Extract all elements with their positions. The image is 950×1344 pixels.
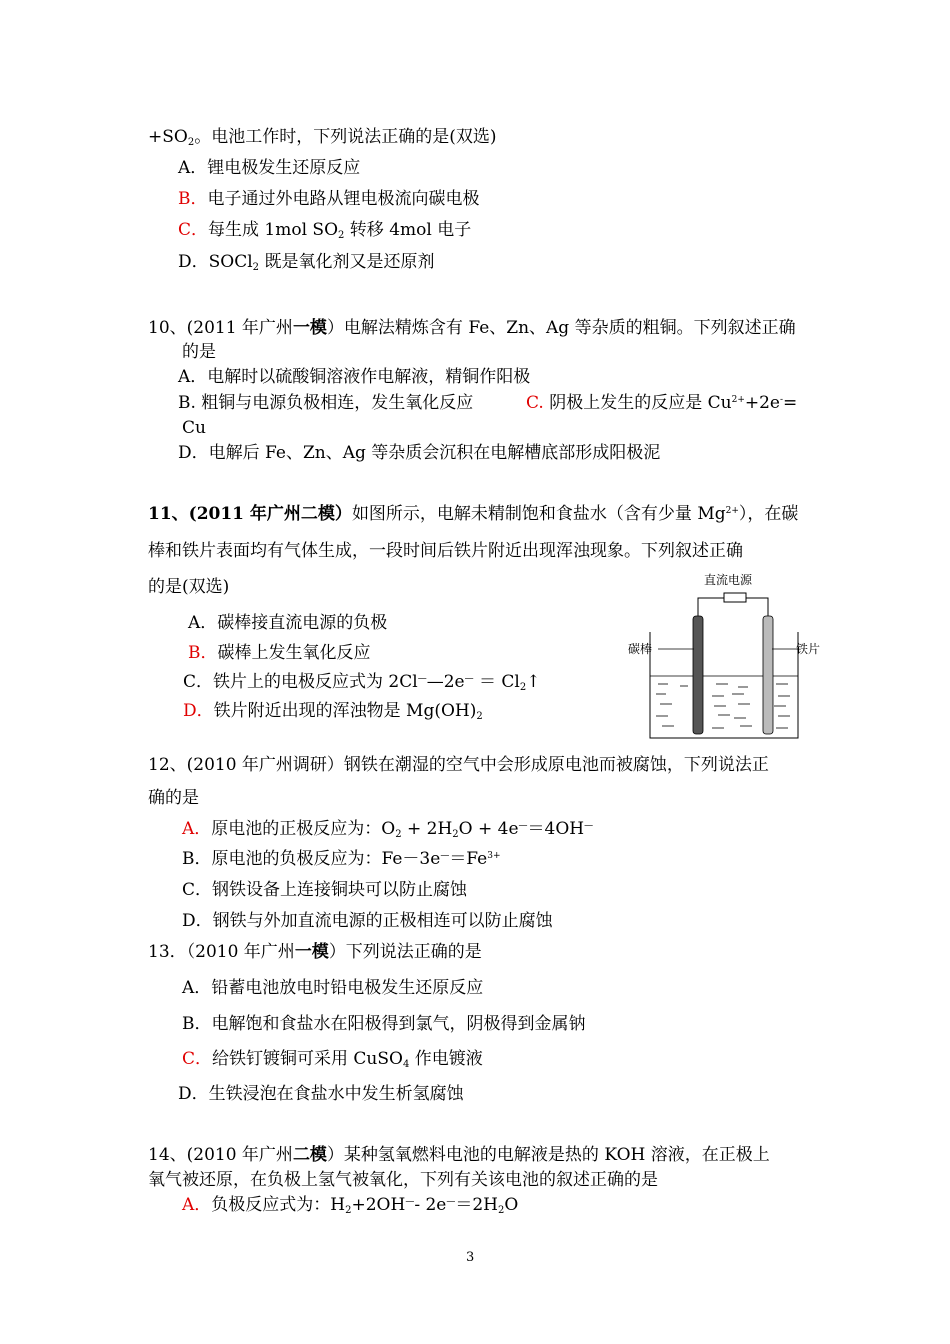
q13-stem: 13．（2010 年广州一模）下列说法正确的是 [148, 942, 482, 962]
power-source-label: 直流电源 [704, 573, 753, 587]
page-number: 3 [466, 1250, 475, 1265]
q9-option-c: C．每生成 1mol $SO_2$ 转移 4mol 电子 [178, 220, 472, 241]
q14-option-a: A．负极反应式为：$H_2+2OH^—-$ $2e^—=2H_2O$ [182, 1195, 519, 1216]
carbon-rod-label: 碳棒 [628, 642, 653, 656]
beaker [650, 632, 798, 738]
q12-option-c: C．钢铁设备上连接铜块可以防止腐蚀 [182, 880, 468, 900]
q9-option-d: D．SOCl$_2$ 既是氧化剂又是还原剂 [178, 252, 435, 273]
q10-option-c: C. 阴极上发生的反应是 $Cu^{2+}+2e^-=$ [526, 393, 798, 413]
iron-sheet [763, 616, 773, 734]
q10-option-c-wrap: Cu [182, 418, 206, 438]
iron-sheet-label: 铁片 [796, 642, 821, 656]
q12-stem-cont: 确的是 [148, 788, 199, 808]
q10-stem-cont: 的是 [182, 342, 216, 362]
q9-option-a: A．锂电极发生还原反应 [178, 158, 361, 178]
q11-stem-line2: 棒和铁片表面均有气体生成，一段时间后铁片附近出现浑浊现象。下列叙述正确 [148, 541, 743, 561]
q10-option-a: A．电解时以硫酸铜溶液作电解液，精铜作阳极 [178, 367, 531, 387]
q10-stem: 10、(2011 年广州一模）电解法精炼含有 Fe、Zn、Ag 等杂质的粗铜。下列叙述正确 [148, 318, 796, 338]
power-source-symbol [724, 593, 746, 602]
q13-option-b: B．电解饱和食盐水在阳极得到氯气，阴极得到金属钠 [182, 1014, 586, 1034]
electrolysis-figure [628, 568, 838, 740]
q13-option-d: D．生铁浸泡在食盐水中发生析氢腐蚀 [178, 1084, 464, 1104]
carbon-rod [693, 616, 703, 734]
q11-option-b: B．碳棒上发生氧化反应 [188, 643, 371, 663]
q9-option-b: B．电子通过外电路从锂电极流向碳电极 [178, 189, 480, 209]
q11-stem-line3: 的是(双选) [148, 577, 230, 597]
q14-stem: 14、(2010 年广州二模）某种氢氧燃料电池的电解液是热的 KOH 溶液，在正极上 [148, 1145, 770, 1165]
q13-option-a: A．铅蓄电池放电时铅电极发生还原反应 [182, 978, 484, 998]
q9-stem: $+SO_2$。电池工作时，下列说法正确的是(双选) [148, 127, 497, 148]
q13-option-c: C．给铁钉镀铜可采用 CuSO$_4$ 作电镀液 [182, 1049, 483, 1070]
q12-option-b: B．原电池的负极反应为：$Fe-3e^—=Fe^{3+}$ [182, 849, 501, 869]
q11-stem: 11、(2011 年广州二模）如图所示，电解未精制饱和食盐水（含有少量 $Mg^{2+}$），在碳 [148, 504, 799, 524]
q11-option-c: C．铁片上的电极反应式为 2Cl——2e— ＝ $Cl_2↑$ [183, 672, 541, 693]
q10-option-d: D．电解后 Fe、Zn、Ag 等杂质会沉积在电解槽底部形成阳极泥 [178, 443, 661, 463]
q12-option-a: A．原电池的正极反应为：$O_2 + 2H_2O + 4e^—=4OH^—$ [182, 819, 594, 840]
q12-stem: 12、(2010 年广州调研）钢铁在潮湿的空气中会形成原电池而被腐蚀，下列说法正 [148, 755, 769, 775]
q14-stem-cont: 氧气被还原，在负极上氢气被氧化，下列有关该电池的叙述正确的是 [148, 1170, 658, 1190]
q10-option-b: B. 粗铜与电源负极相连，发生氧化反应 [178, 393, 474, 413]
q12-option-d: D．钢铁与外加直流电源的正极相连可以防止腐蚀 [182, 911, 553, 931]
q11-option-d: D．铁片附近出现的浑浊物是 $Mg(OH)_2$ [183, 701, 483, 722]
q11-option-a: A．碳棒接直流电源的负极 [188, 613, 388, 633]
